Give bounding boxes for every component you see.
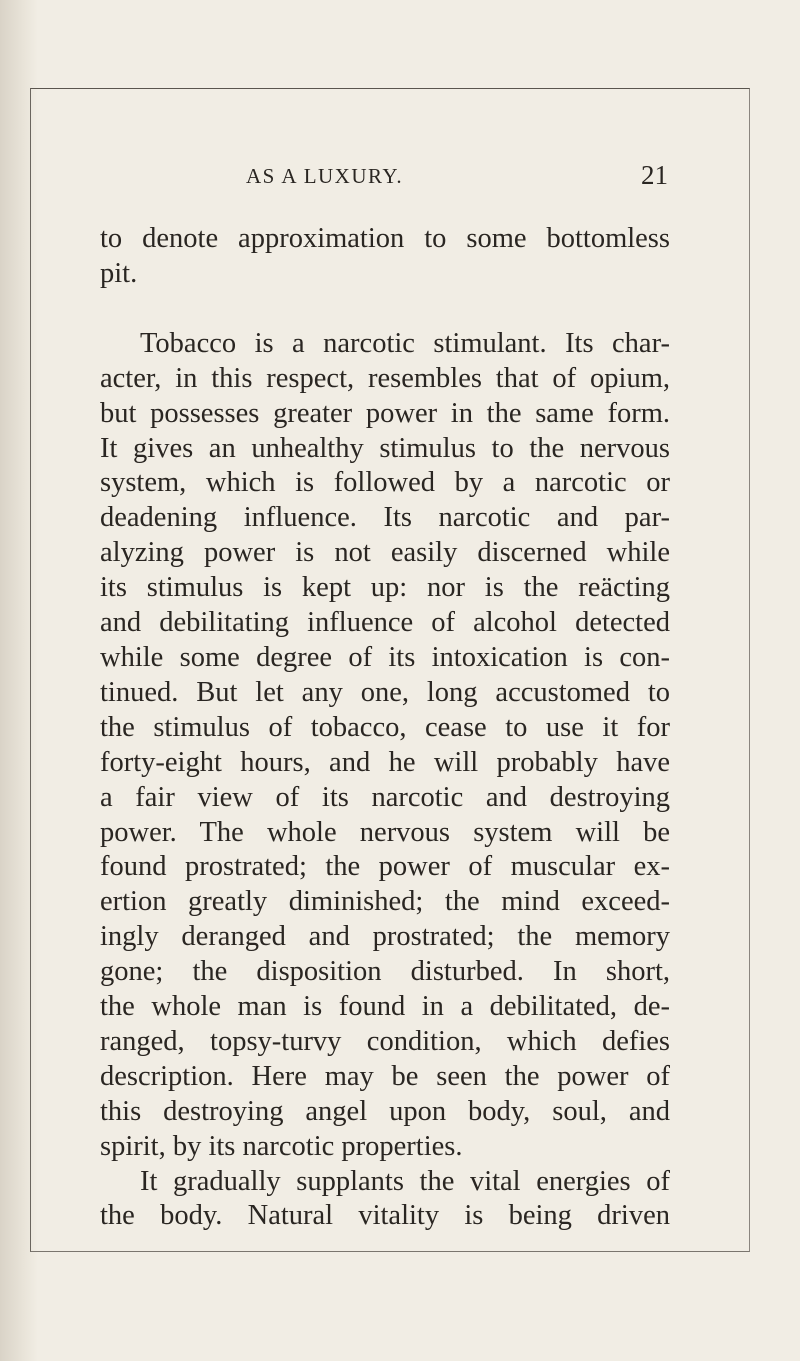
text-line: this destroying angel upon body, soul, and	[100, 1095, 670, 1127]
text-line: ertion greatly diminished; the mind exceed-	[100, 886, 670, 918]
text-line: power. The whole nervous system will be	[100, 816, 670, 848]
text-line: while some degree of its intoxication is con-	[100, 641, 670, 673]
text-line: a fair view of its narcotic and destroying	[100, 781, 670, 813]
text-line: forty-eight hours, and he will probably have	[100, 746, 670, 778]
text-line: deadening influence. Its narcotic and par-	[100, 502, 670, 534]
text-line: ranged, topsy-turvy condition, which defies	[100, 1025, 670, 1057]
text-line: gone; the disposition disturbed. In short,	[100, 956, 670, 988]
text-line: ingly deranged and prostrated; the memory	[100, 921, 670, 953]
text-line: acter, in this respect, resembles that of opium,	[100, 362, 670, 394]
page-number: 21	[641, 160, 668, 190]
text-line: Tobacco is a narcotic stimulant. Its char-	[140, 327, 670, 359]
paragraph-gap	[100, 292, 670, 327]
text-line: It gradually supplants the vital energies of	[140, 1165, 670, 1197]
text-line: the whole man is found in a debilitated, de-	[100, 991, 670, 1023]
body-text	[100, 222, 670, 1234]
text-line: but possesses greater power in the same form.	[100, 397, 670, 429]
text-line: spirit, by its narcotic properties.	[100, 1130, 463, 1162]
text-line: tinued. But let any one, long accustomed to	[100, 676, 670, 708]
text-line: its stimulus is kept up: nor is the reäcting	[100, 572, 670, 604]
text-line: alyzing power is not easily discerned while	[100, 537, 670, 569]
text-line: It gives an unhealthy stimulus to the nervous	[100, 432, 670, 464]
text-line: found prostrated; the power of muscular ex-	[100, 851, 670, 883]
text-line: description. Here may be seen the power of	[100, 1060, 670, 1092]
text-line: the stimulus of tobacco, cease to use it for	[100, 711, 670, 743]
page-header	[100, 160, 668, 192]
text-line: to denote approximation to some bottomless	[100, 223, 670, 254]
running-head: AS A LUXURY.	[246, 164, 404, 188]
text-line: pit.	[100, 257, 138, 289]
text-line: system, which is followed by a narcotic or	[100, 467, 670, 499]
text-line: and debilitating influence of alcohol detected	[100, 607, 670, 639]
text-line: the body. Natural vitality is being driven	[100, 1200, 670, 1232]
